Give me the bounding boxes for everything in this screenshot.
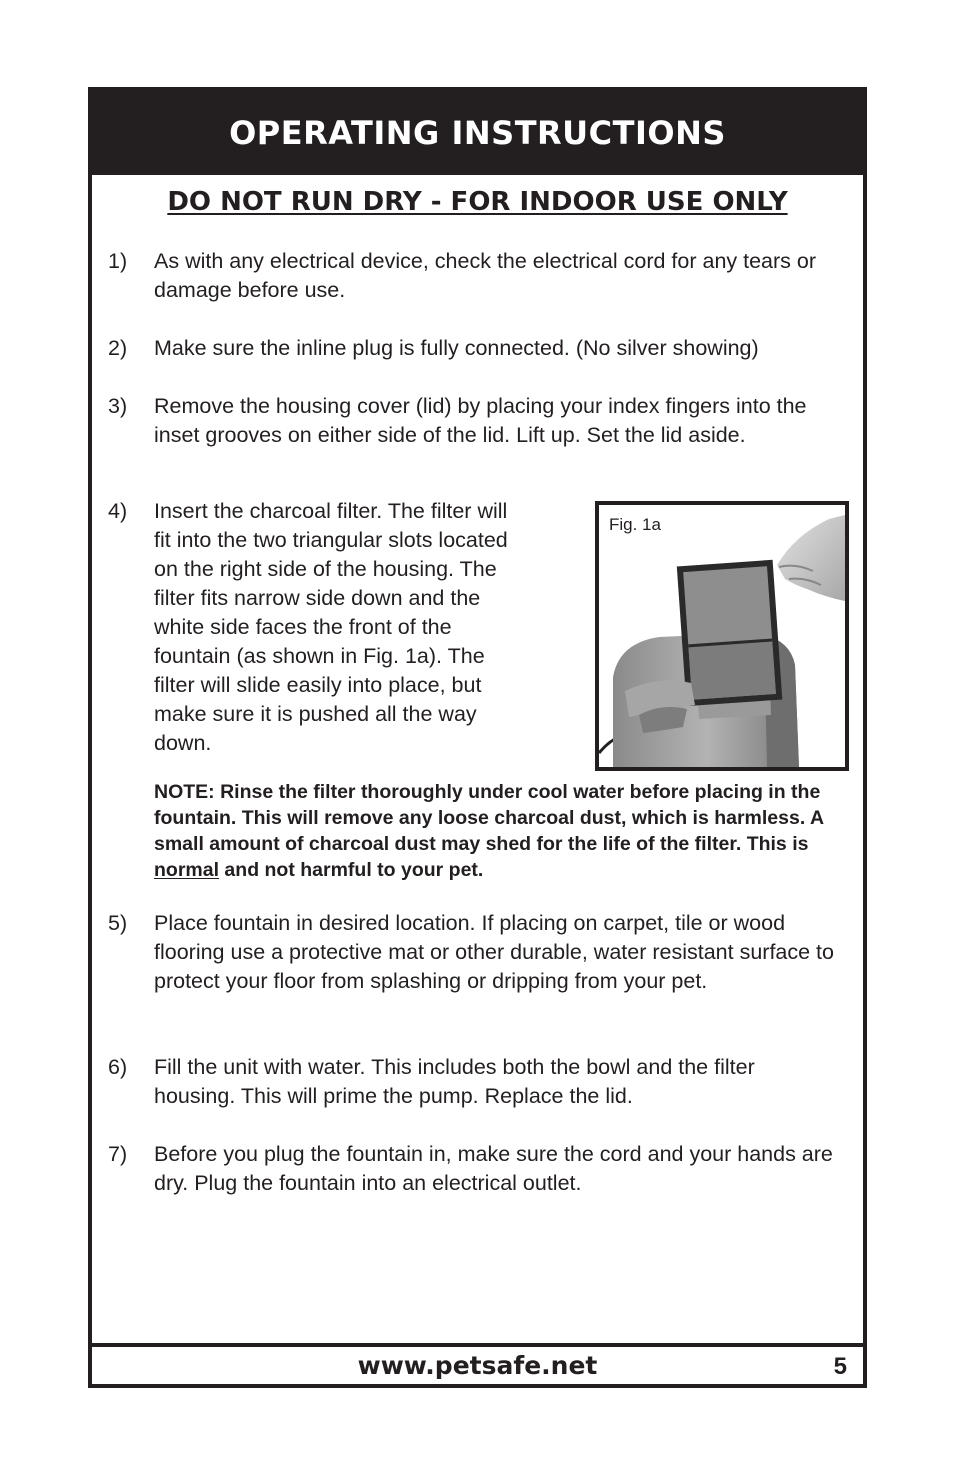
step-text: Insert the charcoal filter. The filter will fit into the two triangular slots located on the right side of the housing. The filter fits narrow side down and the white side faces the front of the fountain (as shown in Fig. 1a). The filter will slide easily into place, but make sure it is pushed all the way down. [154, 499, 508, 755]
step-text: Fill the unit with water. This includes both the bowl and the filter housing. This will prime the pump. Replace the lid. [154, 1055, 755, 1108]
step-number: 3) [108, 394, 128, 418]
step-text: Remove the housing cover (lid) by placing your index fingers into the inset grooves on either side of the lid. Lift up. Set the lid aside. [154, 394, 807, 447]
step-number: 4) [108, 499, 128, 523]
website-url: www.petsafe.net [357, 1351, 598, 1380]
note-text: NOTE: Rinse the filter thoroughly under cool water before placing in the fountain. This will remove any loose charcoal dust, which is harmless. A small amount of charcoal dust may shed for the life of the filter. This is [154, 781, 824, 855]
title-bar [92, 91, 863, 175]
step-text: Make sure the inline plug is fully connected. (No silver showing) [154, 336, 759, 360]
step-number: 6) [108, 1055, 128, 1079]
step-number: 2) [108, 336, 128, 360]
warning-subtitle: DO NOT RUN DRY - FOR INDOOR USE ONLY [167, 187, 788, 217]
page-frame [88, 87, 867, 1388]
note-text-end: and not harmful to your pet. [219, 859, 484, 881]
page-title: OPERATING INSTRUCTIONS [229, 114, 726, 152]
step-text: Before you plug the fountain in, make sure the cord and your hands are dry. Plug the fountain into an electrical outlet. [154, 1142, 833, 1195]
step-number: 7) [108, 1142, 128, 1166]
note-emphasis: normal [154, 859, 220, 881]
footer-divider [92, 1343, 863, 1347]
step-text: As with any electrical device, check the electrical cord for any tears or damage before use. [154, 249, 817, 302]
figure-label: Fig. 1a [609, 515, 661, 534]
step-number: 1) [108, 249, 128, 273]
page-number: 5 [833, 1353, 847, 1380]
filter-note [154, 779, 854, 883]
figure-1a [595, 501, 849, 771]
step-number: 5) [108, 911, 128, 935]
fountain-filter-photo [599, 505, 845, 767]
step-text: Place fountain in desired location. If placing on carpet, tile or wood flooring use a protective mat or other durable, water resistant surface to protect your floor from splashing or dripping from your pet. [154, 911, 834, 993]
